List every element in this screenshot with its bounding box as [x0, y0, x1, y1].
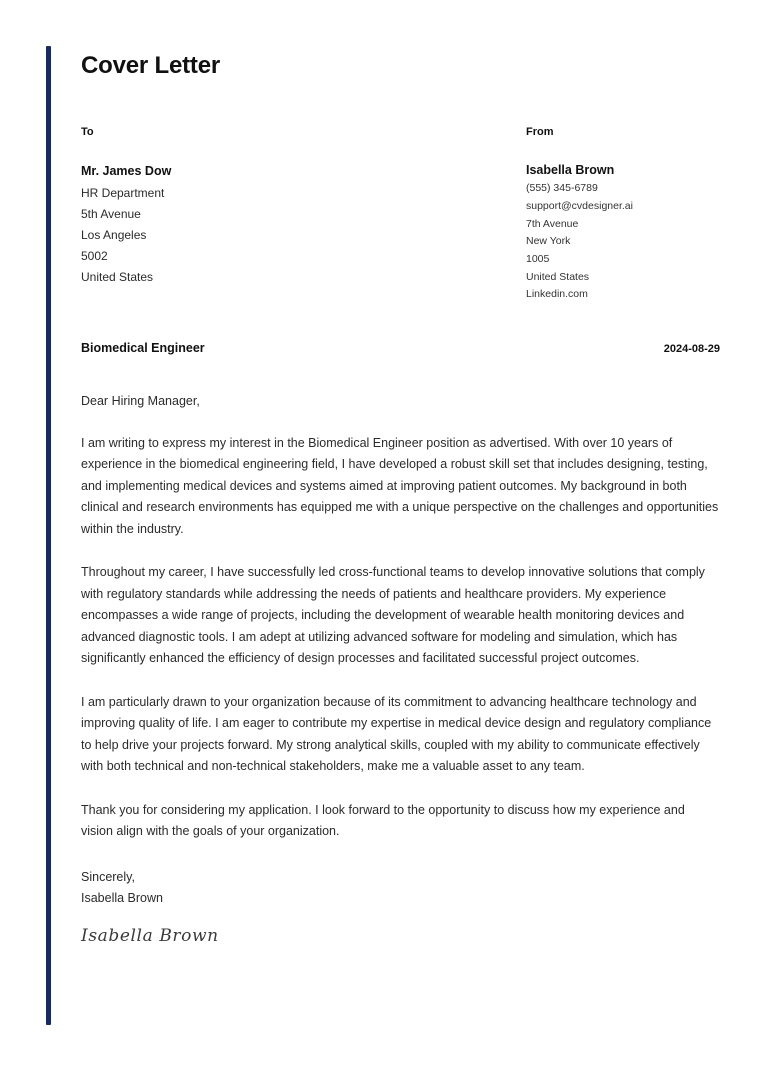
recipient-label: To	[81, 125, 94, 138]
sender-phone: (555) 345-6789	[526, 182, 598, 195]
sender-website: Linkedin.com	[526, 288, 588, 301]
sender-details	[526, 161, 720, 304]
sender-line: 1005	[526, 252, 550, 265]
sender-line: United States	[526, 270, 590, 283]
left-accent-bar	[46, 46, 51, 1025]
sender-email: support@cvdesigner.ai	[526, 200, 633, 213]
letter-paragraph: I am particularly drawn to your organization because of its commitment to advancing healthcare technology and improving quality of life. I am eager to contribute my expertise in medical device design and regulatory compliance to help drive your projects forward. My strong analytical skills, coupled with my ability to communicate effectively with both technical and non-technical stakeholders, make me a valuable asset to any team.	[81, 694, 712, 774]
recipient-line: 5th Avenue	[81, 206, 141, 221]
recipient-details	[81, 161, 526, 288]
salutation: Dear Hiring Manager,	[81, 393, 200, 408]
subject-row	[81, 341, 720, 355]
address-row	[81, 125, 720, 304]
recipient-name: Mr. James Dow	[81, 164, 172, 179]
letter-content	[81, 46, 720, 946]
closing-name: Isabella Brown	[81, 891, 163, 906]
closing-word: Sincerely,	[81, 869, 135, 884]
recipient-block	[81, 125, 526, 304]
sender-line: 7th Avenue	[526, 217, 579, 230]
page-title: Cover Letter	[81, 52, 220, 79]
signature: Isabella Brown	[81, 925, 219, 946]
closing-block	[81, 867, 720, 910]
recipient-line: Los Angeles	[81, 227, 147, 242]
letter-paragraph: Thank you for considering my application. I look forward to the opportunity to discuss how my experience and vision align with the goals of your organization.	[81, 802, 685, 839]
letter-paragraph: Throughout my career, I have successfully led cross-functional teams to develop innovative solutions that comply with regulatory standards while addressing the needs of patients and healthcare providers. My experience encompasses a wide range of projects, including the development of wearable health monitoring devices and advanced diagnostic tools. I am adept at utilizing advanced software for modeling and simulation, which has significantly enhanced the efficiency of design processes and facilitated successful project outcomes.	[81, 565, 705, 666]
sender-block	[526, 125, 720, 304]
letter-date: 2024-08-29	[663, 342, 720, 355]
recipient-line: HR Department	[81, 185, 165, 200]
letter-paragraph: I am writing to express my interest in the Biomedical Engineer position as advertised. With over 10 years of experience in the biomedical engineering field, I have developed a robust skill set that includes designing, testing, and implementing medical devices and systems aimed at improving patient outcomes. My background in both clinical and research environments has equipped me with a unique perspective on the challenges and opportunities within the industry.	[81, 435, 719, 536]
sender-label: From	[526, 125, 554, 138]
position-title: Biomedical Engineer	[81, 340, 205, 355]
sender-name: Isabella Brown	[526, 163, 615, 178]
recipient-line: 5002	[81, 248, 108, 263]
sender-line: New York	[526, 235, 571, 248]
recipient-line: United States	[81, 269, 154, 284]
